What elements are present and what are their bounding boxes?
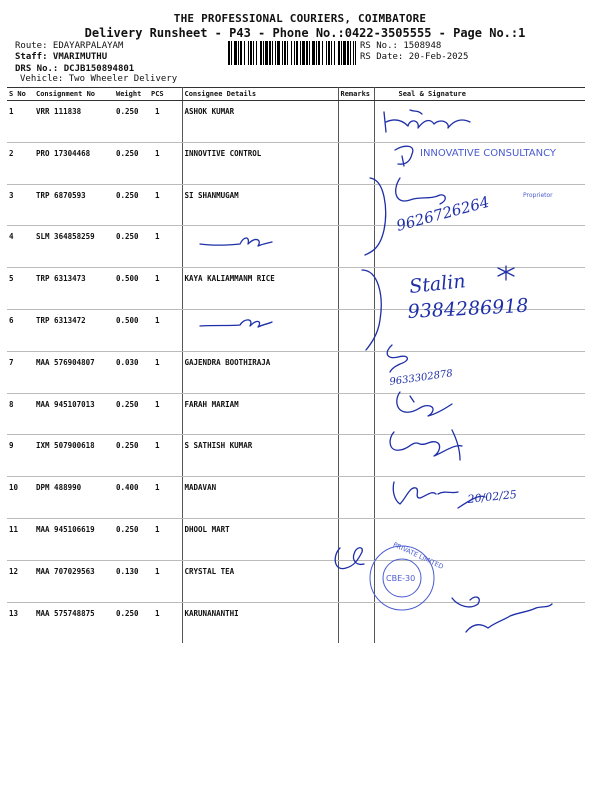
cell-consignee: SI SHANMUGAM [182,184,338,226]
cell-consignee [182,226,338,268]
header-consignee: Consignee Details [182,88,338,101]
cell-pcs: 1 [149,351,182,393]
table-row [7,435,585,477]
document-title: THE PROFESSIONAL COURIERS, COIMBATORE [173,12,427,25]
header-pcs: PCS [149,88,182,101]
cell-consignment: PRO 17304468 [34,142,114,184]
cell-seal [374,184,585,226]
cell-remarks [338,268,374,310]
cell-sno: 8 [7,393,34,435]
barcode-image [228,41,356,65]
proprietor-label: Proprietor [523,192,553,199]
document-subtitle: Delivery Runsheet - P43 - Phone No.:0422-3505555 - Page No.:1 [84,26,526,40]
handwritten-phone-row-8: 9633302878 [388,368,454,388]
cell-pcs: 1 [149,560,182,602]
cell-pcs: 1 [149,142,182,184]
cell-sno: 5 [7,268,34,310]
cell-remarks [338,560,374,602]
cell-remarks [338,518,374,560]
cell-weight: 0.250 [114,184,149,226]
cell-consignment: MAA 707029563 [34,560,114,602]
cell-remarks [338,602,374,643]
cell-sno: 2 [7,142,34,184]
table-row [7,351,585,393]
cell-weight: 0.500 [114,268,149,310]
cell-seal [374,142,585,184]
cell-sno: 3 [7,184,34,226]
cell-consignment: SLM 364858259 [34,226,114,268]
cell-consignment: MAA 575748875 [36,608,95,618]
cell-seal [374,268,585,310]
table-row [7,101,585,143]
cell-pcs: 1 [149,435,182,477]
cell-pcs: 1 [149,268,182,310]
header-remarks: Remarks [338,88,374,101]
cell-pcs: 1 [149,309,182,351]
cell-weight: 0.250 [114,142,149,184]
cell-sno: 10 [7,477,34,519]
cell-consignment: TRP 6313473 [34,268,114,310]
table-row [7,393,585,435]
cell-consignee: DHOOL MART [182,518,338,560]
cell-consignment: TRP 6870593 [34,184,114,226]
table-row [7,184,585,226]
header-sno: S No [7,88,34,101]
header-consignment: Consignment No [34,88,114,101]
cell-pcs: 1 [149,518,182,560]
cell-pcs: 1 [149,226,182,268]
handwritten-name-row-5: Stalin [408,270,467,298]
cell-remarks [338,101,374,143]
cell-consignee: ASHOK KUMAR [182,101,338,143]
cell-remarks [338,477,374,519]
vehicle-info: Vehicle: Two Wheeler Delivery [20,74,178,84]
cell-consignment: MAA 945106619 [34,518,114,560]
cell-consignee: KARUNANANTHI [182,602,338,643]
handwritten-date-row-10: 20/02/25 [466,487,518,506]
cell-remarks [338,142,374,184]
staff-info: Staff: VMARIMUTHU [15,52,108,62]
cell-consignment: DPM 488990 [34,477,114,519]
cell-remarks [338,435,374,477]
cell-consignee: FARAH MARIAM [182,393,338,435]
cell-seal [374,435,585,477]
cell-sno: 13 [9,608,19,618]
cell-seal [374,101,585,143]
cell-consignee: KAYA KALIAMMANM RICE [182,268,338,310]
table-row [7,518,585,560]
header-weight: Weight [114,88,149,101]
route-info: Route: EDAYARPALAYAM [15,41,124,51]
cell-consignment: MAA 945107013 [34,393,114,435]
handwritten-phone-row-6: 9384286918 [407,294,529,323]
stamp-inner-text: CBE-30 [386,574,416,583]
cell-weight: 0.250 [114,393,149,435]
cell-pcs: 1 [149,101,182,143]
cell-sno: 12 [7,560,34,602]
cell-consignment: VRR 111838 [34,101,114,143]
cell-pcs: 1 [149,184,182,226]
cell-weight: 0.250 [114,518,149,560]
cell-sno: 1 [7,101,34,143]
cell-sno: 7 [7,351,34,393]
cell-sno: 6 [7,309,34,351]
table-row [7,268,585,310]
cell-seal [374,518,585,560]
header-seal-signature: Seal & Signature [374,88,585,101]
cell-sno: 11 [7,518,34,560]
cell-seal [374,351,585,393]
cell-pcs: 1 [149,602,182,643]
handwritten-phone-row-4: 9626726264 [394,192,492,235]
drs-number: DRS No.: DCJB150894801 [15,64,135,74]
table-row [7,602,585,643]
rs-number: RS No.: 1508948 [360,41,442,51]
cell-consignee [182,309,338,351]
cell-weight: 0.250 [116,608,139,618]
cell-remarks [338,226,374,268]
cell-consignee: S SATHISH KUMAR [182,435,338,477]
table-header-row [7,88,585,101]
rs-date: RS Date: 20-Feb-2025 [360,52,469,62]
table-row [7,560,585,602]
cell-seal [374,309,585,351]
cell-seal [374,226,585,268]
table-row [7,226,585,268]
cell-consignment: IXM 507900618 [34,435,114,477]
cell-seal [374,560,585,602]
table-row [7,477,585,519]
cell-remarks [338,351,374,393]
cell-consignee: GAJENDRA BOOTHIRAJA [182,351,338,393]
stamp-innovative-consultancy: INNOVATIVE CONSULTANCY [420,148,557,159]
cell-consignee: INNOVTIVE CONTROL [182,142,338,184]
cell-remarks [338,393,374,435]
cell-weight: 0.030 [114,351,149,393]
cell-weight: 0.250 [114,226,149,268]
cell-remarks [338,184,374,226]
cell-pcs: 1 [149,477,182,519]
cell-seal [374,393,585,435]
cell-sno: 9 [7,435,34,477]
stamp-outer-text: PRIVATE LIMITED [391,540,445,571]
table-row [7,309,585,351]
cell-weight: 0.250 [114,435,149,477]
cell-consignee: MADAVAN [182,477,338,519]
cell-pcs: 1 [149,393,182,435]
cell-remarks [338,309,374,351]
cell-seal [374,477,585,519]
cell-weight: 0.130 [114,560,149,602]
cell-seal [374,602,585,643]
cell-consignment: TRP 6313472 [34,309,114,351]
cell-weight: 0.250 [114,101,149,143]
cell-consignee: CRYSTAL TEA [182,560,338,602]
cell-sno: 4 [7,226,34,268]
cell-consignment: MAA 576904807 [34,351,114,393]
table-row [7,142,585,184]
cell-weight: 0.500 [114,309,149,351]
cell-weight: 0.400 [114,477,149,519]
runsheet-table [7,87,585,643]
